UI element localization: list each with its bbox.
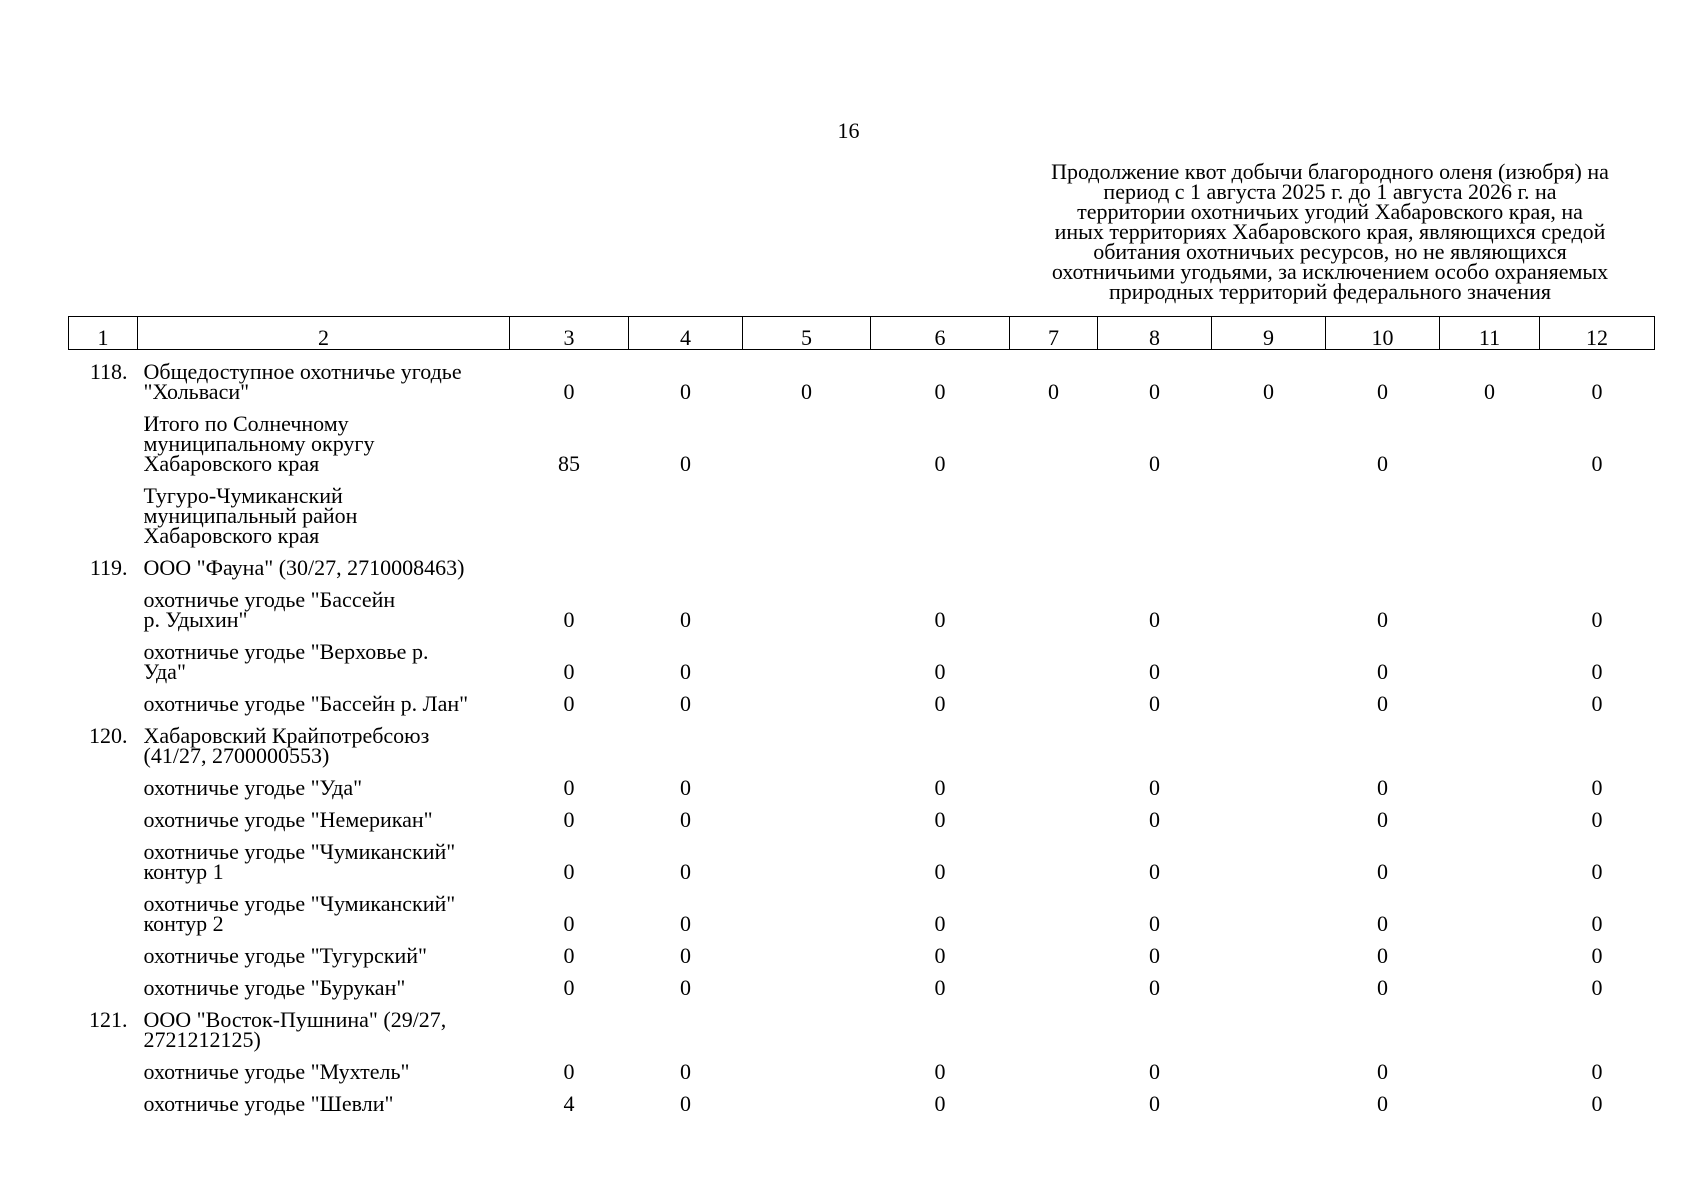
row-value-col5 <box>743 936 871 968</box>
row-number <box>69 632 138 684</box>
column-header: 7 <box>1010 317 1098 350</box>
column-header: 10 <box>1326 317 1440 350</box>
row-value-col11 <box>1440 632 1540 684</box>
row-name-line: охотничье угодье "Бассейн <box>143 587 396 612</box>
row-value-col6: 0 <box>934 691 946 716</box>
row-value-col7 <box>1010 936 1098 968</box>
row-value-col5: 0 <box>801 379 812 404</box>
row-value-col6: 0 <box>934 1059 946 1084</box>
table-row <box>69 716 1655 768</box>
table-row <box>69 632 1655 684</box>
row-value-col12 <box>1540 1000 1655 1052</box>
row-name-line: "Хольваси" <box>143 379 250 404</box>
row-value-col11: 0 <box>1484 379 1495 404</box>
column-header: 1 <box>69 317 138 350</box>
row-value-col4: 0 <box>680 379 691 404</box>
row-value-col6 <box>871 548 1010 580</box>
row-value-col5 <box>743 716 871 768</box>
row-value-col6 <box>871 476 1010 548</box>
heading-line: охотничьими угодьями, за исключением особо охраняемых <box>1051 259 1609 284</box>
table-row <box>69 936 1655 968</box>
table-row <box>69 884 1655 936</box>
row-value-col4: 0 <box>680 911 691 936</box>
row-value-col4: 0 <box>680 859 691 884</box>
column-header: 5 <box>743 317 871 350</box>
row-value-col10: 0 <box>1377 379 1388 404</box>
row-value-col11 <box>1440 768 1540 800</box>
row-name-line: р. Удыхин" <box>143 607 248 632</box>
heading-line: обитания охотничьих ресурсов, но не являющихся <box>1093 239 1567 264</box>
row-value-col9 <box>1212 1000 1326 1052</box>
row-value-col8: 0 <box>1149 859 1160 884</box>
row-name <box>138 768 510 800</box>
row-value-col10: 0 <box>1377 659 1388 684</box>
row-value-col12: 0 <box>1591 379 1603 404</box>
row-value-col11 <box>1440 548 1540 580</box>
row-value-col11 <box>1440 968 1540 1000</box>
row-value-col6: 0 <box>934 943 946 968</box>
row-value-col12 <box>1540 548 1655 580</box>
row-name-line: охотничье угодье "Верховье р. <box>143 639 429 664</box>
row-value-col6: 0 <box>934 451 946 476</box>
row-value-col12 <box>1540 476 1655 548</box>
row-value-col8: 0 <box>1149 1059 1160 1084</box>
column-header: 11 <box>1440 317 1540 350</box>
row-value-col8: 0 <box>1149 911 1160 936</box>
row-value-col9 <box>1212 632 1326 684</box>
row-number <box>69 404 138 476</box>
row-number <box>69 1084 138 1116</box>
heading-line: период с 1 августа 2025 г. до 1 августа 2026 г. на <box>1103 179 1557 204</box>
row-number <box>69 580 138 632</box>
table-heading <box>1010 159 1650 304</box>
row-value-col3: 0 <box>563 975 575 1000</box>
row-number: 121. <box>89 1007 128 1032</box>
row-value-col11 <box>1440 580 1540 632</box>
row-value-col7 <box>1010 1000 1098 1052</box>
row-value-col6 <box>871 1000 1010 1052</box>
row-value-col4 <box>629 548 743 580</box>
row-value-col5 <box>743 768 871 800</box>
row-value-col3: 0 <box>563 1059 575 1084</box>
row-value-col3: 0 <box>563 379 575 404</box>
row-value-col9 <box>1212 936 1326 968</box>
row-value-col12: 0 <box>1591 775 1603 800</box>
row-value-col9 <box>1212 968 1326 1000</box>
table-row <box>69 1084 1655 1116</box>
row-name-line: муниципальному округу <box>143 431 375 456</box>
table-row <box>69 800 1655 832</box>
row-name-line: муниципальный район <box>143 503 358 528</box>
row-name-line: охотничье угодье "Бурукан" <box>143 975 406 1000</box>
row-value-col5 <box>743 1052 871 1084</box>
row-value-col12: 0 <box>1591 859 1603 884</box>
row-name-line: охотничье угодье "Чумиканский" <box>143 891 456 916</box>
heading-line: природных территорий федерального значения <box>1109 279 1551 304</box>
row-number <box>69 768 138 800</box>
row-name <box>138 1084 510 1116</box>
row-value-col10: 0 <box>1377 607 1388 632</box>
row-value-col5 <box>743 404 871 476</box>
row-name-line: охотничье угодье "Тугурский" <box>143 943 428 968</box>
row-value-col7 <box>1010 404 1098 476</box>
row-name-line: охотничье угодье "Чумиканский" <box>143 839 456 864</box>
row-number: 118. <box>89 359 128 384</box>
row-value-col6: 0 <box>934 859 946 884</box>
row-value-col7 <box>1010 768 1098 800</box>
row-name-line: контур 1 <box>143 859 224 884</box>
row-value-col7 <box>1010 1084 1098 1116</box>
row-name-line: охотничье угодье "Уда" <box>143 775 363 800</box>
row-value-col8: 0 <box>1149 379 1160 404</box>
table-row <box>69 832 1655 884</box>
row-name-line: ООО "Фауна" (30/27, 2710008463) <box>143 555 465 580</box>
column-header: 6 <box>871 317 1010 350</box>
table-row <box>69 404 1655 476</box>
row-name-line: ООО "Восток-Пушнина" (29/27, <box>143 1007 447 1032</box>
row-name <box>138 936 510 968</box>
column-header: 4 <box>629 317 743 350</box>
row-value-col7 <box>1010 884 1098 936</box>
row-name-line: охотничье угодье "Мухтель" <box>143 1059 410 1084</box>
row-value-col7 <box>1010 476 1098 548</box>
row-value-col8 <box>1098 1000 1212 1052</box>
row-value-col3: 4 <box>563 1091 575 1116</box>
row-value-col8 <box>1098 476 1212 548</box>
row-name <box>138 548 510 580</box>
column-header: 12 <box>1540 317 1655 350</box>
row-value-col5 <box>743 832 871 884</box>
row-name-line: Итого по Солнечному <box>143 411 349 436</box>
row-value-col12: 0 <box>1591 943 1603 968</box>
row-name-line: охотничье угодье "Немерикан" <box>143 807 433 832</box>
row-value-col6: 0 <box>934 911 946 936</box>
row-value-col6: 0 <box>934 775 946 800</box>
row-value-col4: 0 <box>680 607 691 632</box>
row-value-col9 <box>1212 1084 1326 1116</box>
row-name-line: 2721212125) <box>143 1027 261 1052</box>
row-value-col4: 0 <box>680 691 691 716</box>
row-value-col8: 0 <box>1149 659 1160 684</box>
row-name-line: Хабаровский Крайпотребсоюз <box>143 723 430 748</box>
column-number-row <box>69 317 1655 350</box>
table-row <box>69 684 1655 716</box>
row-value-col8: 0 <box>1149 943 1160 968</box>
row-name <box>138 832 510 884</box>
row-value-col11 <box>1440 936 1540 968</box>
row-number: 120. <box>89 723 128 748</box>
row-value-col4: 0 <box>680 1091 691 1116</box>
row-name-line: контур 2 <box>143 911 224 936</box>
row-value-col3: 0 <box>563 911 575 936</box>
row-value-col10: 0 <box>1377 943 1388 968</box>
row-value-col12: 0 <box>1591 691 1603 716</box>
row-value-col10: 0 <box>1377 975 1388 1000</box>
row-name-line: Уда" <box>143 659 186 684</box>
row-value-col3 <box>510 1000 629 1052</box>
row-value-col8: 0 <box>1149 807 1160 832</box>
row-value-col9 <box>1212 476 1326 548</box>
row-value-col7: 0 <box>1048 379 1059 404</box>
row-name <box>138 800 510 832</box>
row-value-col6 <box>871 716 1010 768</box>
row-number: 119. <box>89 555 128 580</box>
row-value-col10 <box>1326 548 1440 580</box>
quota-table-body <box>69 350 1655 1117</box>
row-value-col11 <box>1440 1052 1540 1084</box>
row-value-col5 <box>743 800 871 832</box>
row-value-col4 <box>629 1000 743 1052</box>
row-value-col7 <box>1010 684 1098 716</box>
row-value-col11 <box>1440 832 1540 884</box>
row-value-col6: 0 <box>934 607 946 632</box>
row-name-line: Хабаровского края <box>143 523 320 548</box>
column-header: 2 <box>138 317 510 350</box>
row-value-col6: 0 <box>934 659 946 684</box>
row-value-col7 <box>1010 968 1098 1000</box>
row-value-col9 <box>1212 800 1326 832</box>
row-name-line: охотничье угодье "Шевли" <box>143 1091 394 1116</box>
row-value-col4: 0 <box>680 775 691 800</box>
heading-line: иных территориях Хабаровского края, являющихся средой <box>1054 219 1606 244</box>
row-value-col9 <box>1212 768 1326 800</box>
row-value-col5 <box>743 1084 871 1116</box>
row-value-col9 <box>1212 548 1326 580</box>
row-name <box>138 632 510 684</box>
row-value-col9 <box>1212 832 1326 884</box>
row-value-col11 <box>1440 716 1540 768</box>
page-number: 16 <box>837 118 860 143</box>
row-value-col4: 0 <box>680 943 691 968</box>
row-name <box>138 968 510 1000</box>
row-number <box>69 884 138 936</box>
row-number <box>69 832 138 884</box>
column-header: 8 <box>1098 317 1212 350</box>
row-value-col6: 0 <box>934 1091 946 1116</box>
row-value-col3: 0 <box>563 775 575 800</box>
row-number <box>69 476 138 548</box>
row-value-col7 <box>1010 1052 1098 1084</box>
row-value-col10: 0 <box>1377 691 1388 716</box>
row-value-col8: 0 <box>1149 451 1160 476</box>
row-value-col9: 0 <box>1263 379 1274 404</box>
row-value-col11 <box>1440 800 1540 832</box>
row-value-col11 <box>1440 1084 1540 1116</box>
row-value-col12: 0 <box>1591 451 1603 476</box>
column-header: 9 <box>1212 317 1326 350</box>
row-value-col12: 0 <box>1591 975 1603 1000</box>
row-value-col9 <box>1212 1052 1326 1084</box>
row-value-col5 <box>743 548 871 580</box>
row-value-col4: 0 <box>680 659 691 684</box>
row-value-col9 <box>1212 404 1326 476</box>
row-name-line: Общедоступное охотничье угодье <box>143 359 462 384</box>
row-name <box>138 580 510 632</box>
row-name-line: (41/27, 2700000553) <box>143 743 330 768</box>
row-number <box>69 684 138 716</box>
row-value-col3: 0 <box>563 943 575 968</box>
row-value-col10: 0 <box>1377 911 1388 936</box>
row-value-col11 <box>1440 476 1540 548</box>
row-name-line: Тугуро-Чумиканский <box>143 483 343 508</box>
row-value-col9 <box>1212 716 1326 768</box>
row-value-col8: 0 <box>1149 691 1160 716</box>
row-value-col5 <box>743 476 871 548</box>
row-value-col11 <box>1440 884 1540 936</box>
row-value-col3: 0 <box>563 859 575 884</box>
row-value-col5 <box>743 1000 871 1052</box>
row-value-col3: 0 <box>563 607 575 632</box>
row-value-col9 <box>1212 884 1326 936</box>
table-row <box>69 968 1655 1000</box>
table-row <box>69 1052 1655 1084</box>
row-name <box>138 884 510 936</box>
row-value-col4: 0 <box>680 1059 691 1084</box>
table-row <box>69 1000 1655 1052</box>
row-value-col4: 0 <box>680 807 691 832</box>
row-value-col4: 0 <box>680 451 691 476</box>
row-value-col8 <box>1098 716 1212 768</box>
row-value-col3 <box>510 716 629 768</box>
row-value-col8: 0 <box>1149 1091 1160 1116</box>
row-value-col10: 0 <box>1377 859 1388 884</box>
row-value-col4 <box>629 476 743 548</box>
row-value-col5 <box>743 684 871 716</box>
row-value-col3: 0 <box>563 807 575 832</box>
row-value-col8: 0 <box>1149 775 1160 800</box>
row-value-col3 <box>510 548 629 580</box>
row-name-line: охотничье угодье "Бассейн р. Лан" <box>143 691 469 716</box>
row-value-col3 <box>510 476 629 548</box>
row-value-col8: 0 <box>1149 607 1160 632</box>
row-value-col6: 0 <box>934 807 946 832</box>
row-value-col10: 0 <box>1377 775 1388 800</box>
row-value-col11 <box>1440 1000 1540 1052</box>
row-value-col10 <box>1326 716 1440 768</box>
row-value-col10: 0 <box>1377 807 1388 832</box>
row-value-col4: 0 <box>680 975 691 1000</box>
row-value-col5 <box>743 884 871 936</box>
row-value-col7 <box>1010 832 1098 884</box>
row-name <box>138 404 510 476</box>
row-name <box>138 350 510 405</box>
row-value-col8: 0 <box>1149 975 1160 1000</box>
row-value-col7 <box>1010 580 1098 632</box>
row-value-col5 <box>743 580 871 632</box>
row-value-col12: 0 <box>1591 1059 1603 1084</box>
row-value-col6: 0 <box>934 379 946 404</box>
table-row <box>69 548 1655 580</box>
row-value-col10 <box>1326 1000 1440 1052</box>
row-value-col7 <box>1010 548 1098 580</box>
row-value-col12 <box>1540 716 1655 768</box>
row-value-col7 <box>1010 800 1098 832</box>
column-header: 3 <box>510 317 629 350</box>
row-value-col4 <box>629 716 743 768</box>
row-value-col9 <box>1212 580 1326 632</box>
row-value-col11 <box>1440 684 1540 716</box>
row-name <box>138 1000 510 1052</box>
row-value-col10 <box>1326 476 1440 548</box>
row-name <box>138 476 510 548</box>
row-name <box>138 684 510 716</box>
row-number <box>69 800 138 832</box>
row-number <box>69 1052 138 1084</box>
table-row <box>69 350 1655 405</box>
row-number <box>69 968 138 1000</box>
row-name-line: Хабаровского края <box>143 451 320 476</box>
row-value-col5 <box>743 968 871 1000</box>
row-value-col9 <box>1212 684 1326 716</box>
row-value-col12: 0 <box>1591 607 1603 632</box>
row-value-col6: 0 <box>934 975 946 1000</box>
row-value-col3: 85 <box>558 451 580 476</box>
table-row <box>69 476 1655 548</box>
row-value-col11 <box>1440 404 1540 476</box>
row-value-col3: 0 <box>563 691 575 716</box>
row-value-col7 <box>1010 632 1098 684</box>
row-value-col3: 0 <box>563 659 575 684</box>
heading-line: Продолжение квот добычи благородного оленя (изюбря) на <box>1051 159 1609 184</box>
row-value-col12: 0 <box>1591 807 1603 832</box>
row-value-col10: 0 <box>1377 451 1388 476</box>
row-name <box>138 716 510 768</box>
row-value-col7 <box>1010 716 1098 768</box>
row-value-col12: 0 <box>1591 1091 1603 1116</box>
row-value-col5 <box>743 632 871 684</box>
row-value-col12: 0 <box>1591 659 1603 684</box>
row-number <box>69 936 138 968</box>
row-value-col10: 0 <box>1377 1059 1388 1084</box>
row-value-col10: 0 <box>1377 1091 1388 1116</box>
table-row <box>69 768 1655 800</box>
row-value-col8 <box>1098 548 1212 580</box>
row-name <box>138 1052 510 1084</box>
table-row <box>69 580 1655 632</box>
row-value-col12: 0 <box>1591 911 1603 936</box>
quota-table <box>68 316 1655 1116</box>
heading-line: территории охотничьих угодий Хабаровского края, на <box>1077 199 1583 224</box>
